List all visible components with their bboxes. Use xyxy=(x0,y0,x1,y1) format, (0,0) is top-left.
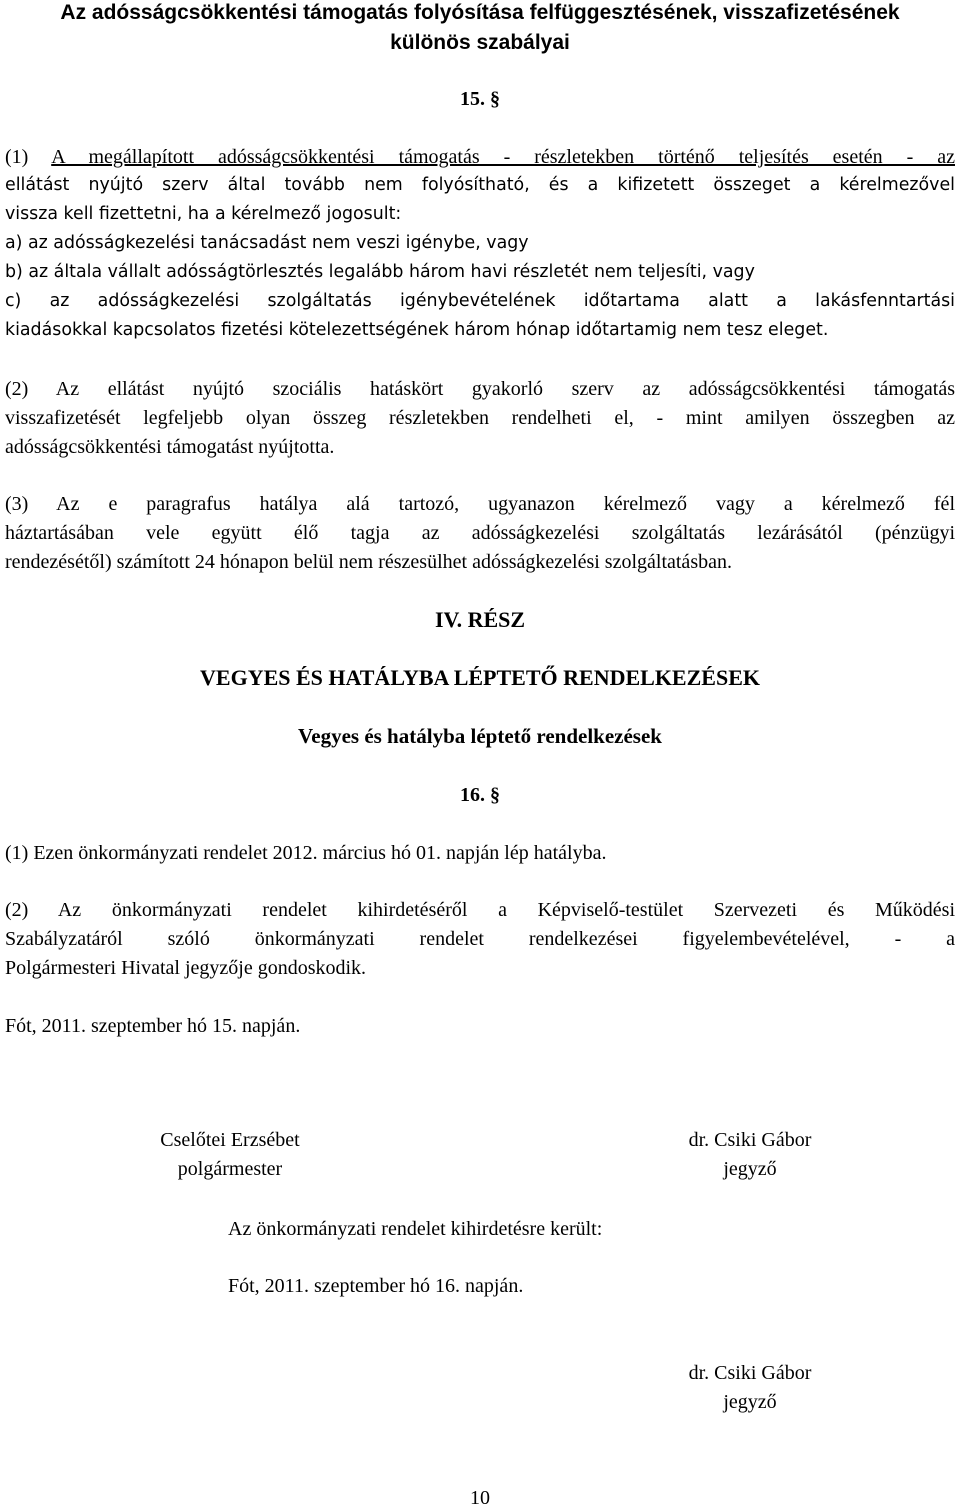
section-15-paragraph-2-line-3: adósságcsökkentési támogatást nyújtotta. xyxy=(5,436,335,458)
section-15-paragraph-1-line-2: ellátást nyújtó szerv által tovább nem folyósítható, és a kifizetett összeget a kérelmezővel xyxy=(5,175,955,195)
publication-note: Az önkormányzati rendelet kihirdetésre került: xyxy=(228,1218,603,1240)
document-title-line2: különös szabályai xyxy=(390,31,570,54)
publication-date: Fót, 2011. szeptember hó 16. napján. xyxy=(228,1275,524,1297)
part-number: IV. RÉSZ xyxy=(434,607,526,632)
underlined-text: A megállapított adósságcsökkentési támogatás - részletekben történő teljesítés esetén - az xyxy=(51,146,955,168)
section-16-number: 16. § xyxy=(460,784,500,806)
place-and-date: Fót, 2011. szeptember hó 15. napján. xyxy=(5,1015,301,1037)
section-15-paragraph-1-line-3: vissza kell fizettetni, ha a kérelmező jogosult: xyxy=(5,204,402,224)
section-15-paragraph-2-line-1: (2) Az ellátást nyújtó szociális hatáskört gyakorló szerv az adósságcsökkentési támogatás xyxy=(5,378,955,400)
section-16-paragraph-1: (1) Ezen önkormányzati rendelet 2012. március hó 01. napján lép hatályba. xyxy=(5,842,607,864)
section-15-paragraph-3-line-1: (3) Az e paragrafus hatálya alá tartozó, ugyanazon kérelmező vagy a kérelmező fél xyxy=(5,493,955,515)
section-15-item-c-line-2: kiadásokkal kapcsolatos fizetési kötelezettségének három hónap időtartamig nem tesz eleget. xyxy=(5,320,829,340)
part-subtitle: Vegyes és hatályba léptető rendelkezések xyxy=(298,724,662,748)
page-number: 10 xyxy=(470,1487,490,1509)
section-15-paragraph-3-line-2: háztartásában vele együtt élő tagja az adósságkezelési szolgáltatás lezárásától (pénzügyi xyxy=(5,522,955,544)
part-title: VEGYES ÉS HATÁLYBA LÉPTETŐ RENDELKEZÉSEK xyxy=(200,665,760,690)
section-16-paragraph-2-line-2: Szabályzatáról szóló önkormányzati rendelet rendelkezései figyelembevételével, - a xyxy=(5,928,955,950)
section-15-paragraph-3-line-3: rendezésétől) számított 24 hónapon belül nem részesülhet adósságkezelési szolgáltatásban. xyxy=(5,551,732,573)
signatory-2-name: dr. Csiki Gábor xyxy=(688,1362,812,1384)
section-15-item-b: b) az általa vállalt adósságtörlesztés legalább három havi részletét nem teljesíti, vagy xyxy=(5,262,755,282)
section-16-paragraph-2-line-3: Polgármesteri Hivatal jegyzője gondoskodik. xyxy=(5,957,367,979)
section-15-paragraph-1-line-1 xyxy=(5,143,955,171)
signatory-left-title: polgármester xyxy=(177,1158,283,1180)
section-15-item-a: a) az adósságkezelési tanácsadást nem veszi igénybe, vagy xyxy=(5,233,529,253)
signatory-right-name: dr. Csiki Gábor xyxy=(688,1129,812,1151)
signatory-left-name: Cselőtei Erzsébet xyxy=(160,1129,300,1151)
section-15-number: 15. § xyxy=(460,88,500,110)
section-15-item-c-line-1: c) az adósságkezelési szolgáltatás igénybevételének időtartama alatt a lakásfenntartási xyxy=(5,291,955,311)
signatory-right-title: jegyző xyxy=(723,1158,777,1180)
section-16-paragraph-2-line-1: (2) Az önkormányzati rendelet kihirdetéséről a Képviselő-testület Szervezeti és Működési xyxy=(5,899,955,921)
section-15-paragraph-2-line-2: visszafizetését legfeljebb olyan összeg részletekben rendelheti el, - mint amilyen összegben az xyxy=(5,407,955,429)
paragraph-number: (1) xyxy=(5,146,29,168)
document-title-line1: Az adósságcsökkentési támogatás folyósítása felfüggesztésének, visszafizetésének xyxy=(60,1,900,24)
signatory-2-title: jegyző xyxy=(723,1391,777,1413)
